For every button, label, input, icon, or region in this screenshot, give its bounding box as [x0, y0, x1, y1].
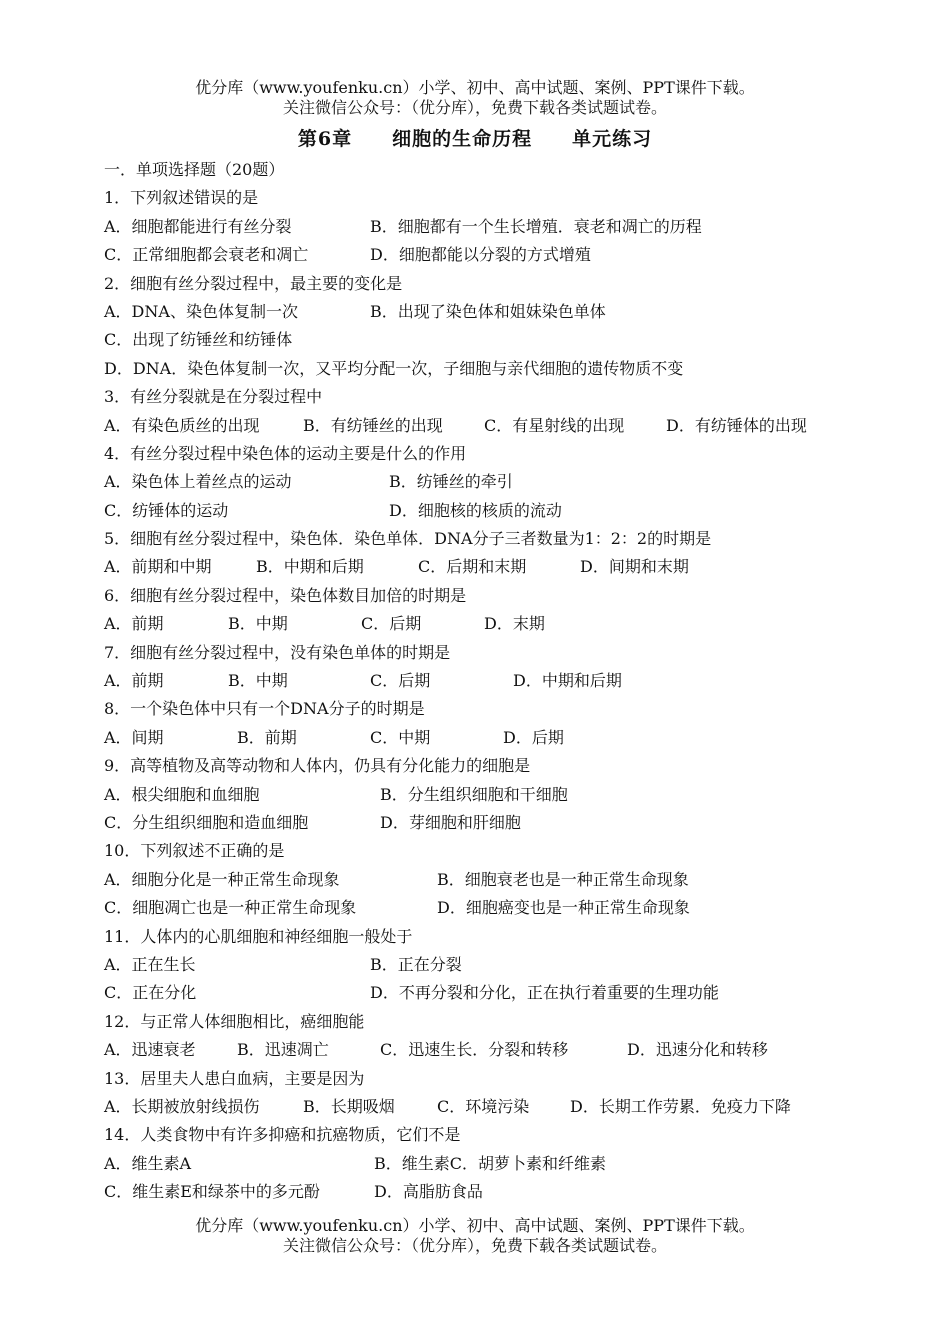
option-row: [104, 1150, 924, 1178]
option-row: [104, 866, 924, 894]
option: A．有染色质丝的出现: [104, 415, 260, 435]
option: C．迅速生长．分裂和转移: [380, 1040, 569, 1060]
question-stem: 6．细胞有丝分裂过程中，染色体数目加倍的时期是: [104, 585, 467, 605]
question-stem: 9．高等植物及高等动物和人体内，仍具有分化能力的细胞是: [104, 756, 531, 776]
option: C．出现了纺锤丝和纺锤体: [104, 330, 293, 350]
option-row: [104, 809, 924, 837]
question-stem: 4．有丝分裂过程中染色体的运动主要是什么的作用: [104, 443, 467, 463]
option: C．有星射线的出现: [484, 415, 625, 435]
option: C．细胞凋亡也是一种正常生命现象: [104, 898, 357, 918]
option: C．后期和末期: [418, 557, 527, 577]
option: D．芽细胞和肝细胞: [380, 812, 521, 832]
option-row: [104, 1036, 924, 1064]
page-footer: [0, 1216, 950, 1256]
option: C．后期: [370, 671, 431, 691]
question-stem: 3．有丝分裂就是在分裂过程中: [104, 387, 323, 407]
option-row: [104, 1178, 924, 1206]
question-stem: 1．下列叙述错误的是: [104, 188, 259, 208]
title-chapter: 第6章: [297, 128, 353, 150]
option: D．有纺锤体的出现: [666, 415, 807, 435]
option-row: [104, 298, 924, 326]
option: C．纺锤体的运动: [104, 500, 229, 520]
option: C．分生组织细胞和造血细胞: [104, 812, 309, 832]
question-stem: 7．细胞有丝分裂过程中，没有染色单体的时期是: [104, 642, 451, 662]
option: D．细胞核的核质的流动: [389, 500, 562, 520]
option: D．中期和后期: [513, 671, 622, 691]
option-row: [104, 951, 924, 979]
option-row: [104, 610, 924, 638]
option-row: [104, 213, 924, 241]
option: D．细胞都能以分裂的方式增殖: [370, 245, 591, 265]
option-row: [104, 781, 924, 809]
option: D．末期: [484, 614, 545, 634]
option: A．维生素A: [104, 1153, 192, 1173]
option: B．前期: [237, 727, 297, 747]
option-row: [104, 355, 924, 383]
option: B．正在分裂: [370, 954, 462, 974]
option: B．细胞都有一个生长增殖．衰老和凋亡的历程: [370, 216, 702, 236]
option: D．长期工作劳累．免疫力下降: [570, 1096, 791, 1116]
option-row: [104, 326, 924, 354]
option: A．间期: [104, 727, 164, 747]
option: D．间期和末期: [580, 557, 689, 577]
option-row: [104, 497, 924, 525]
footer-line-2: 关注微信公众号：（优分库），免费下载各类试题试卷。: [282, 1236, 667, 1255]
option-row: [104, 724, 924, 752]
option: D．细胞癌变也是一种正常生命现象: [437, 898, 690, 918]
option-row: [104, 894, 924, 922]
option: D．DNA．染色体复制一次，又平均分配一次，子细胞与亲代细胞的遗传物质不变: [104, 358, 684, 378]
option: B．细胞衰老也是一种正常生命现象: [437, 869, 689, 889]
question-stem: 12．与正常人体细胞相比，癌细胞能: [104, 1011, 365, 1031]
option: A．正在生长: [104, 954, 196, 974]
option: A．前期和中期: [104, 557, 212, 577]
option: A．细胞分化是一种正常生命现象: [104, 869, 340, 889]
option: C．后期: [361, 614, 422, 634]
option: D．高脂肪食品: [374, 1182, 483, 1202]
option: B．有纺锤丝的出现: [303, 415, 443, 435]
header-line-2: 关注微信公众号：（优分库），免费下载各类试题试卷。: [282, 98, 667, 117]
option: A．长期被放射线损伤: [104, 1096, 260, 1116]
question-stem: 14．人类食物中有许多抑癌和抗癌物质，它们不是: [104, 1125, 461, 1145]
option: A．迅速衰老: [104, 1040, 196, 1060]
option-row: [104, 241, 924, 269]
option-row: [104, 979, 924, 1007]
option: C．正常细胞都会衰老和凋亡: [104, 245, 309, 265]
option: A．细胞都能进行有丝分裂: [104, 216, 292, 236]
option-row: [104, 468, 924, 496]
option-row: [104, 667, 924, 695]
option-row: [104, 412, 924, 440]
option: B．出现了染色体和姐妹染色单体: [370, 301, 606, 321]
option: A．根尖细胞和血细胞: [104, 784, 260, 804]
title-kind: 单元练习: [572, 128, 653, 150]
question-stem: 5．细胞有丝分裂过程中，染色体．染色单体．DNA分子三者数量为1：2：2的时期是: [104, 529, 712, 549]
option: A．前期: [104, 671, 164, 691]
option: A．前期: [104, 614, 164, 634]
question-stem: 2．细胞有丝分裂过程中，最主要的变化是: [104, 273, 403, 293]
option: B．中期: [228, 614, 288, 634]
option-row: [104, 553, 924, 581]
option: A．DNA、染色体复制一次: [104, 301, 298, 321]
section-heading: 一．单项选择题（20题）: [104, 160, 285, 179]
option: B．长期吸烟: [303, 1096, 395, 1116]
page-title: [0, 126, 950, 152]
option: C．环境污染: [437, 1096, 530, 1116]
option: B．中期: [228, 671, 288, 691]
option: D．不再分裂和分化，正在执行着重要的生理功能: [370, 983, 719, 1003]
question-stem: 11．人体内的心肌细胞和神经细胞一般处于: [104, 926, 413, 946]
option: B．纺锤丝的牵引: [389, 472, 513, 492]
option: D．后期: [503, 727, 564, 747]
option: B．维生素C．胡萝卜素和纤维素: [374, 1153, 607, 1173]
question-stem: 13．居里夫人患白血病，主要是因为: [104, 1068, 365, 1088]
page-header: [0, 78, 950, 118]
option: D．迅速分化和转移: [627, 1040, 768, 1060]
option-row: [104, 1093, 924, 1121]
title-topic: 细胞的生命历程: [392, 128, 533, 150]
question-body: [104, 156, 924, 1206]
question-stem: 10．下列叙述不正确的是: [104, 841, 285, 861]
option: B．分生组织细胞和干细胞: [380, 784, 568, 804]
option: C．维生素E和绿茶中的多元酚: [104, 1182, 320, 1202]
header-line-1: 优分库（www.youfenku.cn）小学、初中、高中试题、案例、PPT课件下载。: [195, 78, 755, 97]
option: C．正在分化: [104, 983, 197, 1003]
option: B．迅速凋亡: [237, 1040, 329, 1060]
question-stem: 8．一个染色体中只有一个DNA分子的时期是: [104, 699, 425, 719]
option: B．中期和后期: [256, 557, 364, 577]
footer-line-1: 优分库（www.youfenku.cn）小学、初中、高中试题、案例、PPT课件下载。: [195, 1216, 755, 1235]
option: A．染色体上着丝点的运动: [104, 472, 292, 492]
option: C．中期: [370, 727, 431, 747]
